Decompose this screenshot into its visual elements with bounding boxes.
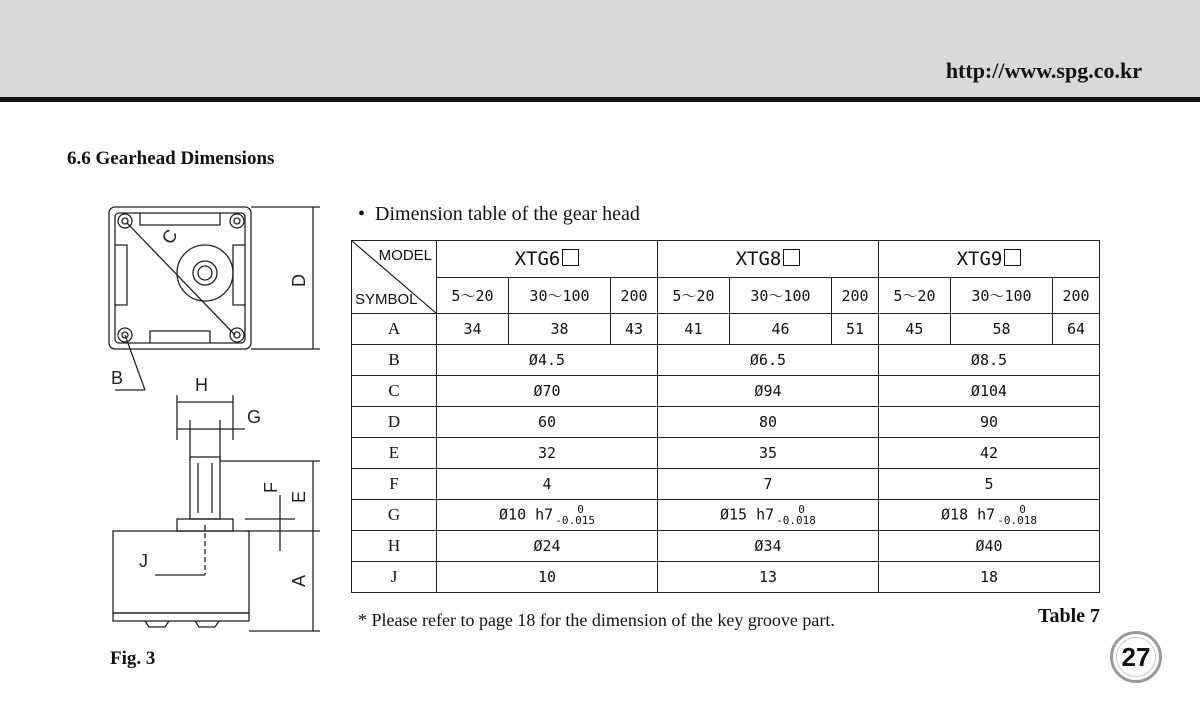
symbol-cell: F: [352, 469, 437, 500]
gearhead-drawing: [95, 195, 335, 640]
value-cell: Ø8.5: [878, 345, 1099, 376]
value-cell: 60: [437, 407, 658, 438]
site-url[interactable]: http://www.spg.co.kr: [945, 58, 1142, 83]
value-cell: 80: [657, 407, 878, 438]
value-cell: 35: [657, 438, 878, 469]
table-row: [352, 314, 1100, 345]
symbol-cell: E: [352, 438, 437, 469]
value-cell: 7: [657, 469, 878, 500]
value-cell: Ø4.5: [437, 345, 658, 376]
value-cell: 18: [878, 562, 1099, 593]
symbol-cell: D: [352, 407, 437, 438]
svg-text:F: F: [261, 482, 281, 493]
model-xtg9: XTG9: [878, 241, 1099, 278]
value-cell: 13: [657, 562, 878, 593]
value-cell: Ø70: [437, 376, 658, 407]
value-cell: 38: [508, 314, 610, 345]
value-cell: Ø6.5: [657, 345, 878, 376]
value-cell: 45: [878, 314, 950, 345]
table-row: [352, 500, 1100, 531]
dimension-table: [351, 240, 1100, 593]
header-rule: [0, 97, 1200, 102]
footnote: * Please refer to page 18 for the dimension of the key groove part.: [358, 610, 835, 630]
model-symbol-header: [352, 241, 437, 314]
ratio-cell: 200: [1053, 278, 1100, 314]
svg-text:G: G: [247, 407, 262, 427]
table-row: [352, 345, 1100, 376]
value-cell: 4: [437, 469, 658, 500]
value-cell: Ø34: [657, 531, 878, 562]
ratio-cell: 30～100: [950, 278, 1052, 314]
value-cell: Ø94: [657, 376, 878, 407]
value-cell: Ø10 h7 0 -0.015: [437, 500, 658, 531]
ratio-cell: 30～100: [729, 278, 831, 314]
value-cell: 32: [437, 438, 658, 469]
figure-label: Fig. 3: [110, 648, 156, 669]
table-label: Table 7: [1037, 605, 1100, 627]
value-cell: 41: [657, 314, 729, 345]
section-title: 6.6 Gearhead Dimensions: [67, 148, 275, 169]
table-row: [352, 469, 1100, 500]
table-row: [352, 562, 1100, 593]
value-cell: Ø40: [878, 531, 1099, 562]
value-cell: 42: [878, 438, 1099, 469]
svg-text:J: J: [139, 551, 148, 571]
value-cell: 51: [832, 314, 879, 345]
model-xtg6: XTG6: [437, 241, 658, 278]
value-cell: 58: [950, 314, 1052, 345]
symbol-header: SYMBOL: [355, 291, 418, 308]
table-caption-text: Dimension table of the gear head: [375, 203, 640, 225]
value-cell: Ø24: [437, 531, 658, 562]
symbol-cell: A: [352, 314, 437, 345]
page-number: 27: [1110, 631, 1162, 683]
table-row: [352, 531, 1100, 562]
symbol-cell: J: [352, 562, 437, 593]
ratio-cell: 5～20: [657, 278, 729, 314]
value-cell: 64: [1053, 314, 1100, 345]
symbol-cell: H: [352, 531, 437, 562]
ratio-cell: 5～20: [437, 278, 509, 314]
ratio-cell: 200: [832, 278, 879, 314]
svg-text:C: C: [157, 226, 182, 248]
ratio-cell: 30～100: [508, 278, 610, 314]
value-cell: 46: [729, 314, 831, 345]
value-cell: Ø18 h7 0 -0.018: [878, 500, 1099, 531]
value-cell: Ø104: [878, 376, 1099, 407]
svg-text:B: B: [111, 368, 124, 388]
ratio-cell: 5～20: [878, 278, 950, 314]
svg-text:H: H: [195, 375, 208, 395]
symbol-cell: B: [352, 345, 437, 376]
svg-text:A: A: [289, 574, 309, 587]
table-row: [352, 438, 1100, 469]
table-row: [352, 407, 1100, 438]
value-cell: 43: [611, 314, 658, 345]
svg-text:D: D: [289, 274, 309, 287]
table-row: [352, 376, 1100, 407]
symbol-cell: C: [352, 376, 437, 407]
value-cell: 5: [878, 469, 1099, 500]
model-xtg8: XTG8: [657, 241, 878, 278]
value-cell: 34: [437, 314, 509, 345]
svg-text:E: E: [289, 490, 309, 503]
model-header: MODEL: [378, 247, 432, 264]
value-cell: 10: [437, 562, 658, 593]
value-cell: 90: [878, 407, 1099, 438]
ratio-cell: 200: [611, 278, 658, 314]
value-cell: Ø15 h7 0 -0.018: [657, 500, 878, 531]
symbol-cell: G: [352, 500, 437, 531]
table-caption: • Dimension table of the gear head: [358, 203, 640, 225]
